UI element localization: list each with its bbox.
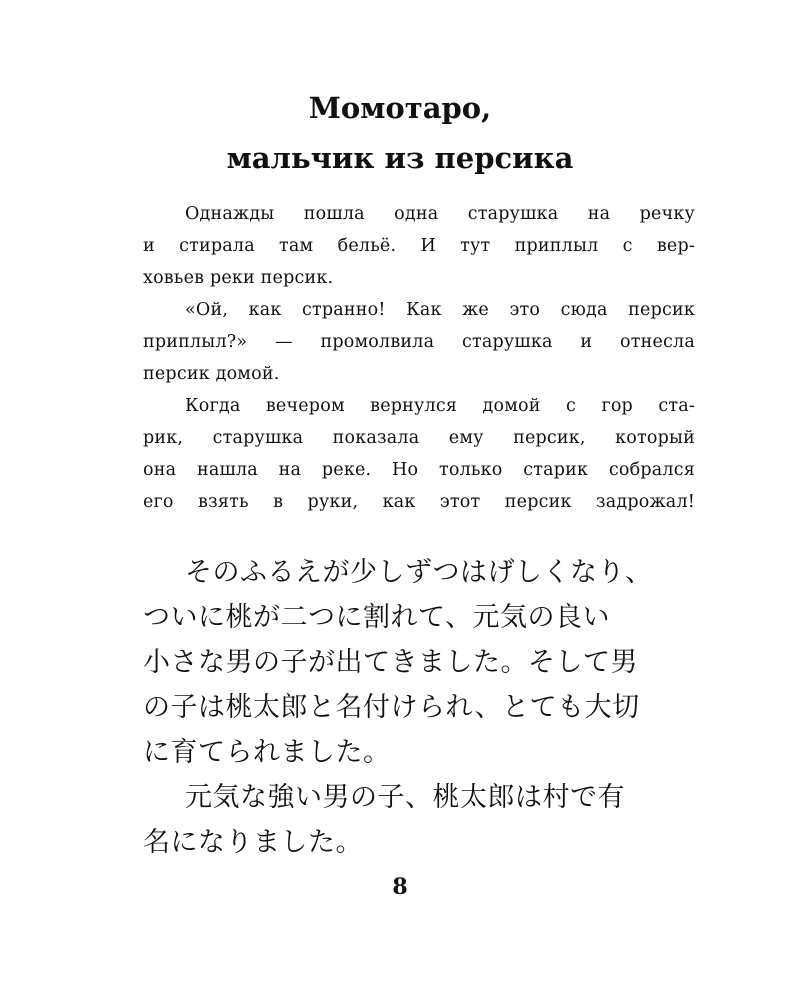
japanese-paragraph-2 (143, 775, 695, 865)
title-line-1: Момотаро, (308, 91, 492, 125)
text-line: она нашла на реке. Но только старик собрался (143, 460, 695, 480)
text-line: 元気な強い男の子、桃太郎は村で有 (185, 782, 625, 813)
text-line: его взять в руки, как этот персик задрожал! (143, 492, 695, 512)
text-line: 名になりました。 (143, 827, 363, 858)
page-number: 8 (392, 874, 408, 900)
text-line: に育てられました。 (143, 737, 391, 768)
japanese-paragraph-1 (143, 550, 695, 775)
russian-paragraph-2 (143, 294, 695, 390)
text-line: の子は桃太郎と名付けられ、とても大切 (143, 692, 640, 723)
text-line: ついに桃が二つに割れて、元気の良い (143, 602, 610, 633)
text-line: «Ой, как странно! Как же это сюда персик (185, 300, 695, 320)
text-line: 小さな男の子が出てきました。そして男 (143, 647, 638, 678)
text-line: и стирала там бельё. И тут приплыл с вер- (143, 236, 695, 256)
text-line: рик, старушка показала ему персик, который (143, 428, 695, 448)
japanese-text-block (143, 550, 695, 865)
text-line: ховьев реки персик. (143, 268, 334, 288)
title-line-2: мальчик из персика (226, 141, 574, 175)
text-line: приплыл?» — промолвила старушка и отнесла (143, 332, 695, 352)
russian-paragraph-3 (143, 390, 695, 518)
russian-paragraph-1 (143, 198, 695, 294)
page-title (100, 83, 700, 183)
text-line: そのふるえが少しずつはげしくなり、 (185, 557, 653, 588)
russian-text-block (143, 198, 695, 518)
text-line: персик домой. (143, 364, 280, 384)
text-line: Однажды пошла одна старушка на речку (185, 204, 695, 224)
text-line: Когда вечером вернулся домой с гор ста- (185, 396, 695, 416)
